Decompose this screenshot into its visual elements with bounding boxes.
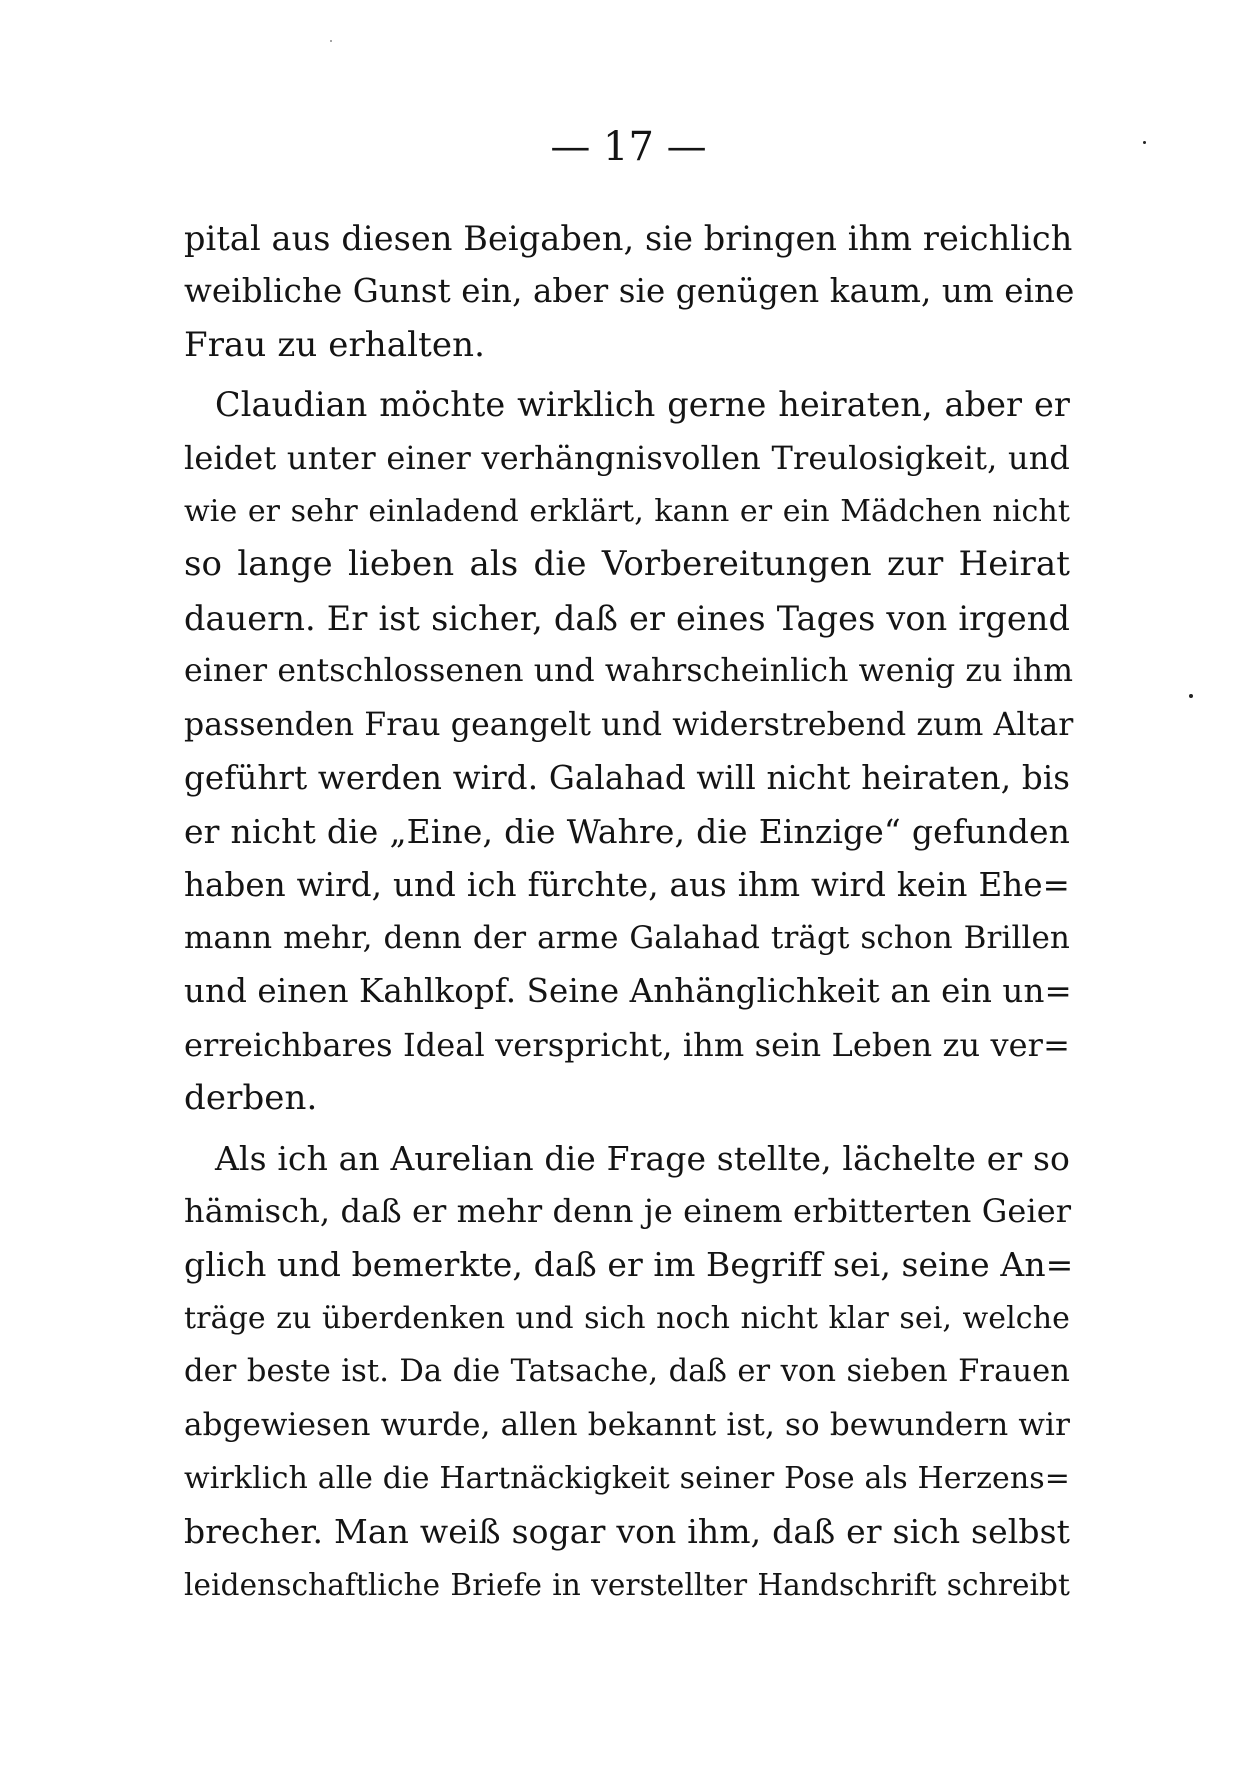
text-line: weibliche Gunst ein, aber sie genügen kaum, um eine	[184, 272, 1075, 311]
body-text	[184, 212, 1075, 1612]
paragraph	[184, 378, 1074, 1125]
text-line: haben wird, und ich fürchte, aus ihm wird kein Ehe=	[184, 865, 1070, 904]
print-speck	[1143, 141, 1146, 144]
paragraph	[184, 1132, 1074, 1613]
text-line: einer entschlossenen und wahrscheinlich wenig zu ihm	[184, 653, 1074, 690]
text-line: leidenschaftliche Briefe in verstellter Handschrift schreibt	[184, 1567, 1070, 1602]
text-line: geführt werden wird. Galahad will nicht heiraten, bis	[184, 758, 1070, 797]
text-line: derben.	[184, 1078, 318, 1119]
text-line: mann mehr, denn der arme Galahad trägt schon Brillen	[184, 920, 1070, 957]
text-line: der beste ist. Da die Tatsache, daß er von sieben Frauen	[184, 1354, 1070, 1390]
print-speck	[330, 40, 332, 42]
text-line: Claudian möchte wirklich gerne heiraten, aber er	[215, 385, 1070, 425]
text-line: Als ich an Aurelian die Frage stellte, lächelte er so	[215, 1138, 1070, 1178]
text-line: er nicht die „Eine, die Wahre, die Einzige“ gefunden	[184, 812, 1070, 852]
text-line: abgewiesen wurde, allen bekannt ist, so bewundern wir	[184, 1406, 1070, 1443]
text-line: pital aus diesen Beigaben, sie bringen ihm reichlich	[184, 219, 1073, 258]
text-line: so lange lieben als die Vorbereitungen zur Heirat	[184, 544, 1070, 585]
print-speck	[1189, 694, 1193, 698]
text-line: hämisch, daß er mehr denn je einem erbitterten Geier	[184, 1192, 1072, 1231]
text-line: Frau zu erhalten.	[184, 324, 486, 365]
text-line: wie er sehr einladend erklärt, kann er ein Mädchen nicht	[184, 493, 1070, 529]
text-line: wirklich alle die Hartnäckigkeit seiner Pose als Herzens=	[184, 1460, 1070, 1496]
text-line: passenden Frau geangelt und widerstrebend zum Altar	[184, 706, 1074, 743]
text-line: träge zu überdenken und sich noch nicht klar sei, welche	[184, 1300, 1070, 1336]
text-line: und einen Kahlkopf. Seine Anhänglichkeit an ein un=	[184, 972, 1072, 1011]
text-line: brecher. Man weiß sogar von ihm, daß er sich selbst	[184, 1512, 1070, 1552]
page-number: — 17 —	[550, 124, 707, 170]
paragraph	[184, 212, 1075, 372]
text-line: glich und bemerkte, daß er im Begriff sei, seine An=	[184, 1245, 1074, 1285]
text-line: erreichbares Ideal verspricht, ihm sein Leben zu ver=	[184, 1025, 1070, 1064]
text-line: leidet unter einer verhängnisvollen Treulosigkeit, und	[184, 438, 1070, 477]
text-line: dauern. Er ist sicher, daß er eines Tages von irgend	[184, 598, 1070, 638]
